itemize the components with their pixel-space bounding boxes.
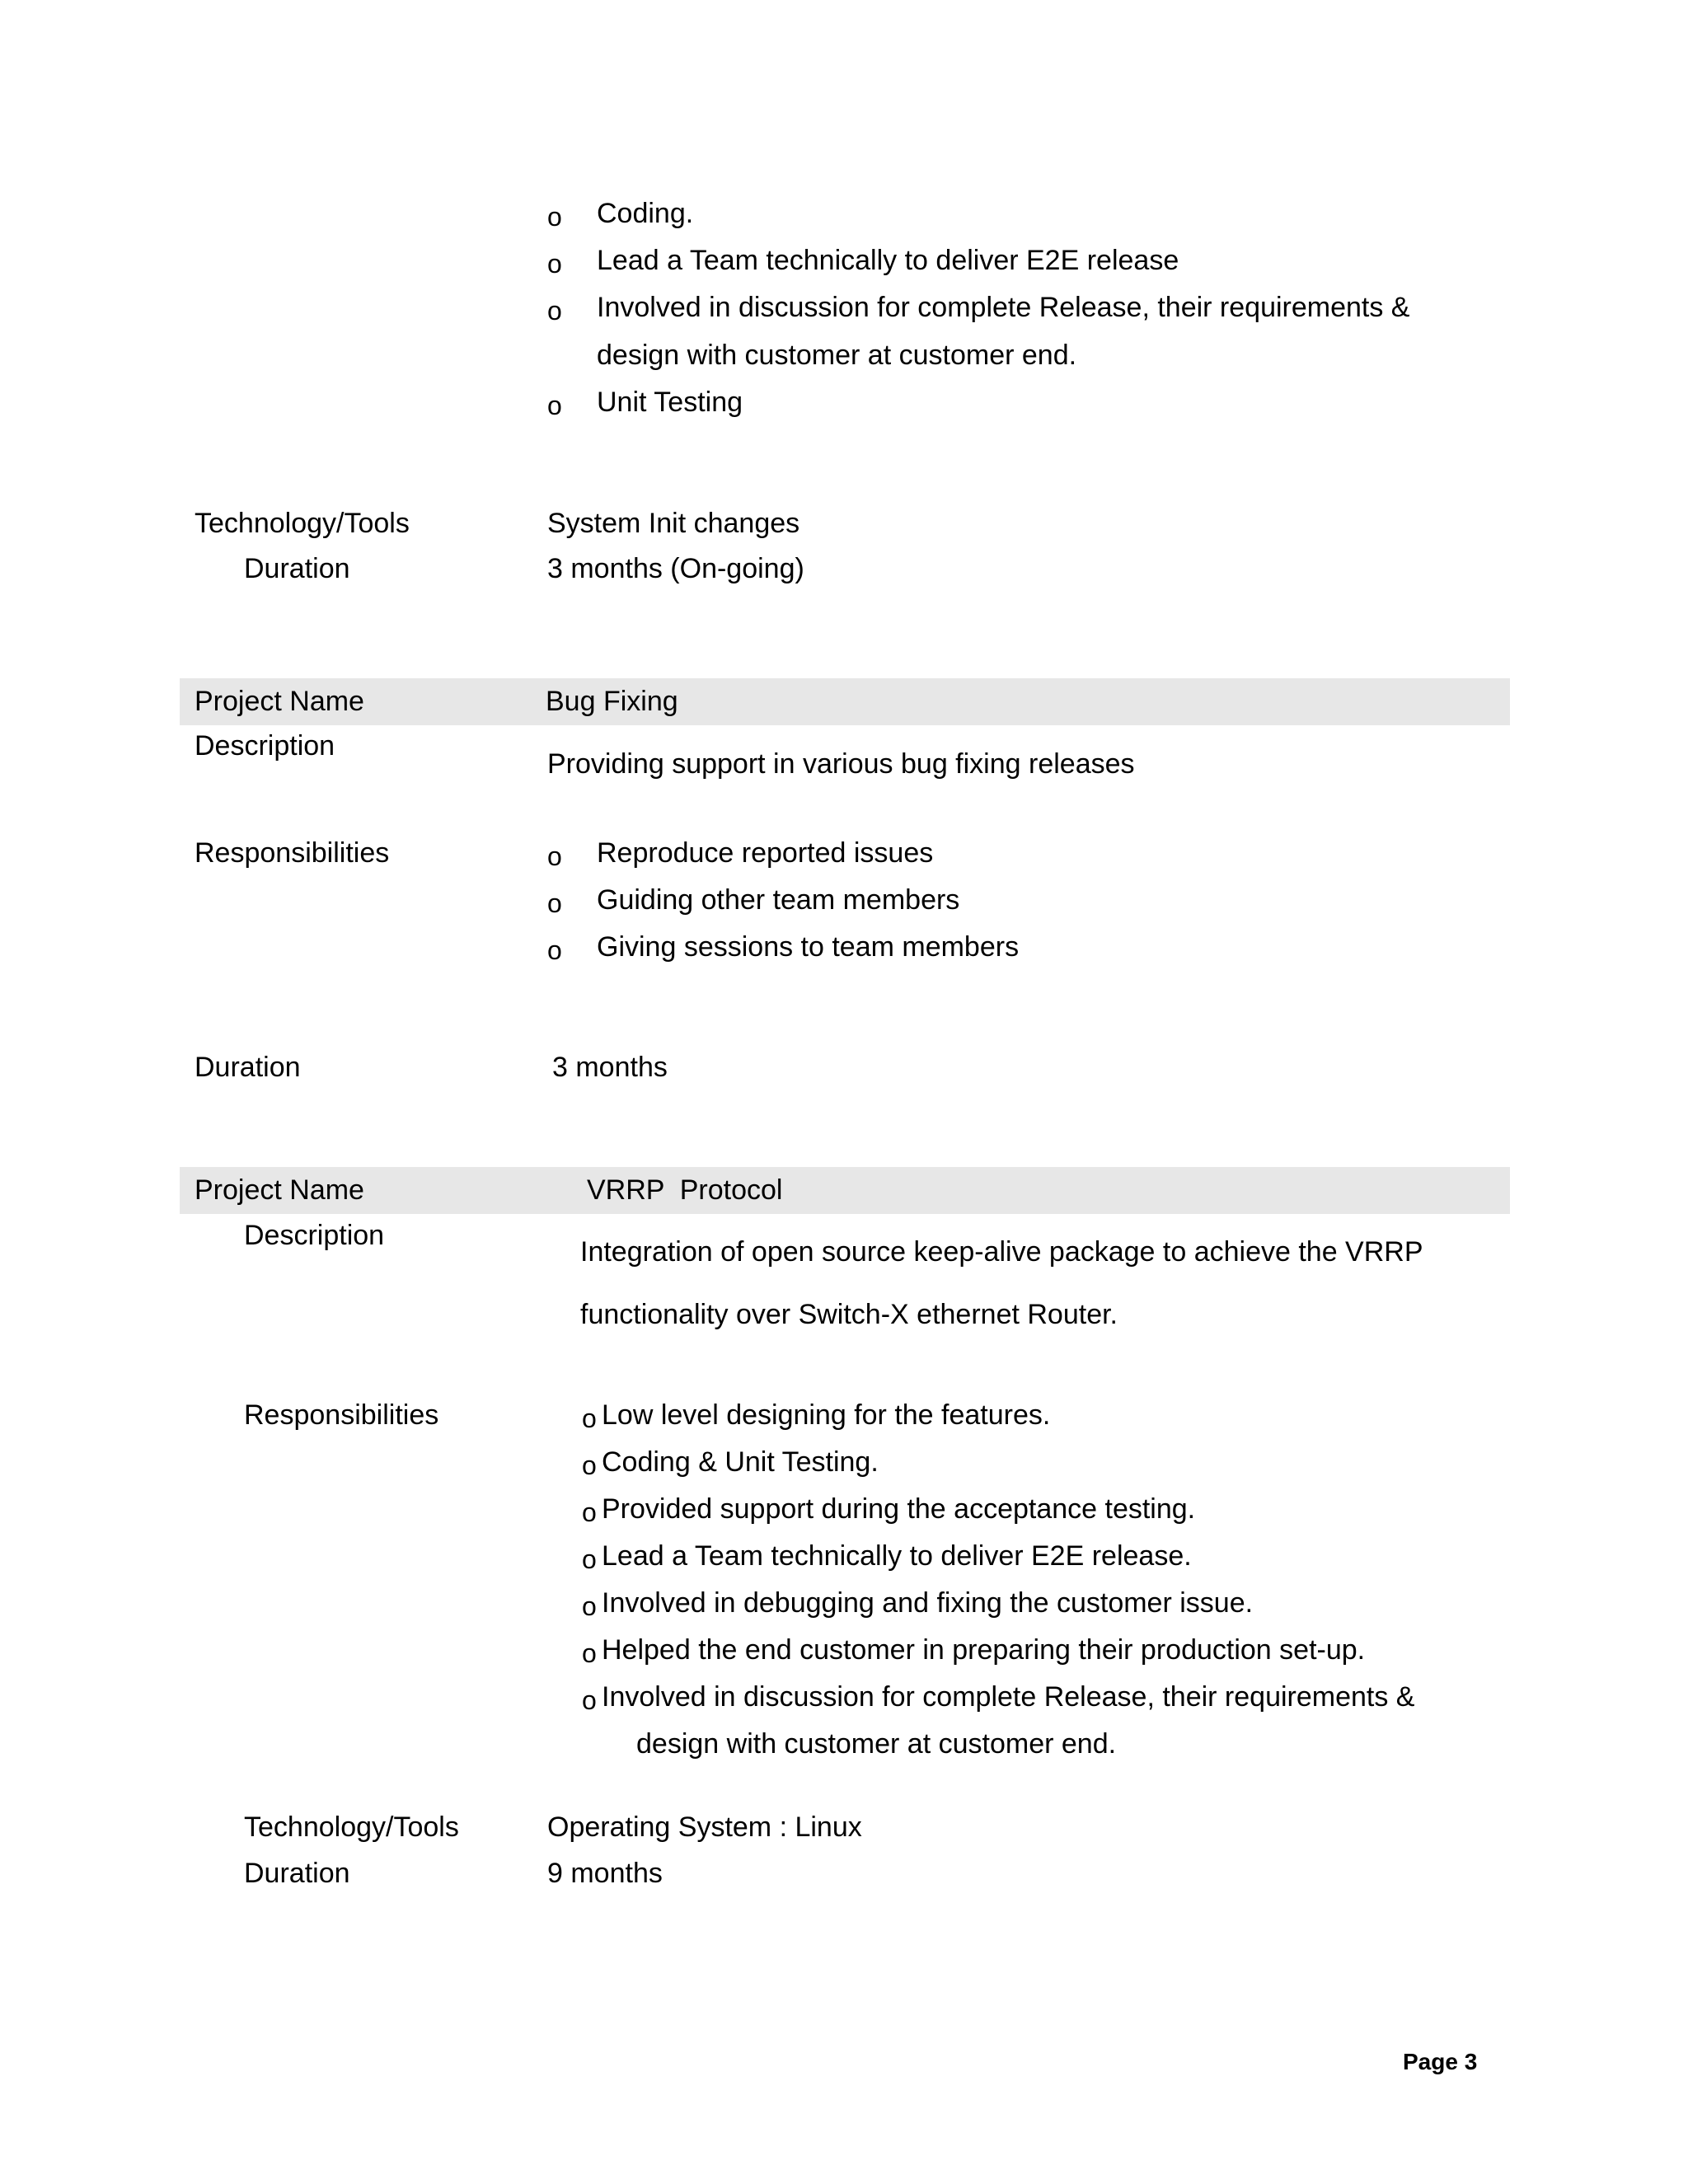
duration-value: 3 months (On-going) — [547, 553, 804, 584]
tech-label: Technology/Tools — [244, 1811, 459, 1843]
list-item-continuation: design with customer at customer end. — [597, 340, 1077, 371]
list-item: Lead a Team technically to deliver E2E release — [597, 245, 1179, 276]
list-item: Helped the end customer in preparing their production set-up. — [602, 1634, 1366, 1666]
duration-label: Duration — [244, 553, 350, 584]
bullet-icon: o — [582, 1404, 597, 1433]
bullet-icon: o — [582, 1685, 597, 1715]
list-item: Guiding other team members — [597, 884, 960, 916]
list-item: Involved in discussion for complete Release, their requirements & — [602, 1681, 1415, 1713]
list-item: Reproduce reported issues — [597, 837, 934, 869]
bullet-icon: o — [547, 202, 562, 232]
project-name-value: Bug Fixing — [546, 686, 678, 717]
bullet-icon: o — [547, 841, 562, 871]
project-name-label: Project Name — [195, 686, 364, 717]
tech-value: Operating System : Linux — [547, 1811, 862, 1843]
tech-label: Technology/Tools — [195, 508, 410, 539]
list-item: Provided support during the acceptance testing. — [602, 1493, 1196, 1525]
description-value: Providing support in various bug fixing releases — [547, 748, 1135, 780]
project-name-value: VRRP Protocol — [587, 1174, 783, 1206]
list-item-continuation: design with customer at customer end. — [636, 1728, 1117, 1760]
bullet-icon: o — [547, 249, 562, 279]
duration-value: 3 months — [552, 1052, 668, 1083]
bullet-icon: o — [582, 1638, 597, 1668]
list-item: Lead a Team technically to deliver E2E release. — [602, 1540, 1192, 1572]
list-item: Coding & Unit Testing. — [602, 1446, 879, 1478]
bullet-icon: o — [582, 1451, 597, 1480]
project-name-band — [180, 678, 1510, 725]
list-item: Unit Testing — [597, 387, 743, 418]
bullet-icon: o — [547, 391, 562, 420]
bullet-icon: o — [547, 296, 562, 326]
duration-label: Duration — [244, 1858, 350, 1889]
responsibilities-label: Responsibilities — [244, 1399, 439, 1431]
description-label: Description — [244, 1220, 385, 1251]
bullet-icon: o — [582, 1591, 597, 1621]
list-item: Low level designing for the features. — [602, 1399, 1051, 1431]
project-name-band — [180, 1167, 1510, 1214]
description-value: Integration of open source keep-alive package to achieve the VRRP — [580, 1236, 1423, 1268]
list-item: Coding. — [597, 198, 694, 229]
duration-value: 9 months — [547, 1858, 663, 1889]
list-item: Involved in debugging and fixing the customer issue. — [602, 1587, 1254, 1619]
description-label: Description — [195, 730, 335, 762]
bullet-icon: o — [582, 1544, 597, 1574]
list-item: Involved in discussion for complete Release, their requirements & — [597, 292, 1410, 323]
bullet-icon: o — [547, 935, 562, 965]
tech-value: System Init changes — [547, 508, 800, 539]
responsibilities-label: Responsibilities — [195, 837, 390, 869]
page-number: Page 3 — [1403, 2049, 1478, 2074]
list-item: Giving sessions to team members — [597, 931, 1020, 963]
project-name-label: Project Name — [195, 1174, 364, 1206]
duration-label: Duration — [195, 1052, 301, 1083]
bullet-icon: o — [582, 1497, 597, 1527]
bullet-icon: o — [547, 888, 562, 918]
description-value-continuation: functionality over Switch-X ethernet Router. — [580, 1299, 1118, 1330]
